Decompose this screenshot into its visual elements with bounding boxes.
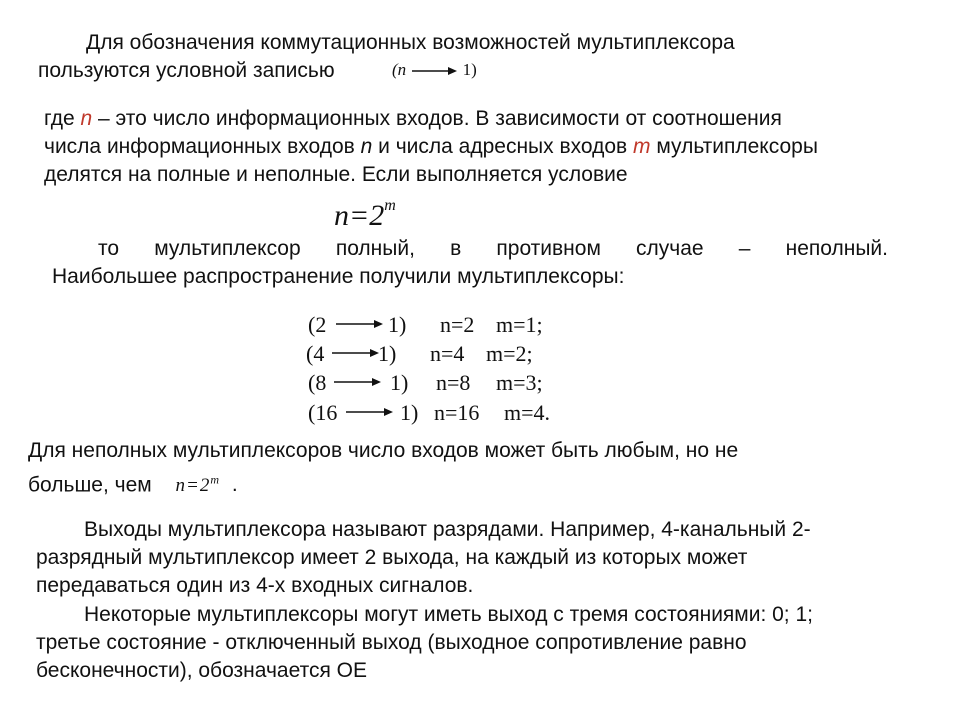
arrow-icon [334, 376, 382, 388]
mux-n: n=16 [434, 400, 480, 425]
where-l2-suffix: мультиплексоры [650, 135, 818, 158]
mux-m: m=4. [504, 400, 551, 425]
var-m: m [633, 135, 651, 158]
tristate-line-2: третье состояние - отключенный выход (выходное сопротивление равно [36, 631, 747, 654]
partial-line-1: Для неполных мультиплексоров число входов может быть любым, но не [28, 439, 739, 462]
mux-left: (8 [308, 370, 327, 395]
mux-m: m=3; [496, 370, 543, 395]
mux-right: 1) [378, 341, 397, 366]
mux-n: n=4 [430, 341, 465, 366]
where-line-3: делятся на полные и неполные. Если выполняется условие [44, 163, 628, 186]
where-l2-prefix: числа информационных входов [44, 135, 361, 158]
condition-formula [334, 192, 396, 234]
partial-line-2 [28, 466, 238, 500]
condition-base: n=2 [334, 199, 385, 232]
mux-n: n=2 [440, 312, 475, 337]
mux-right: 1) [390, 370, 409, 395]
partial-text: больше, чем [28, 473, 152, 497]
condition-exp: m [384, 197, 396, 214]
tristate-line-3: бесконечности), обозначается ОЕ [36, 659, 368, 682]
intro-line-1: Для обозначения коммутационных возможностей мультиплексора [86, 31, 735, 54]
where-line-1 [44, 104, 782, 133]
arrow-icon [332, 347, 380, 359]
intro-line-2: пользуются условной записью [38, 59, 335, 82]
partial-end: . [231, 473, 238, 497]
mux-left: (4 [306, 341, 325, 366]
partial-formula-exp: m [210, 473, 221, 487]
arrow-icon [410, 65, 458, 77]
full-line-1: то мультиплексор полный, в противном случае – неполный. [98, 237, 888, 260]
mux-left: (2 [308, 312, 327, 337]
var-n: n [80, 107, 93, 130]
var-n-2: n [360, 135, 373, 158]
outputs-line-1: Выходы мультиплексора называют разрядами. Например, 4-канальный 2- [84, 518, 811, 541]
mux-m: m=1; [496, 312, 543, 337]
notation-inline [392, 58, 477, 82]
outputs-line-3: передаваться один из 4-х входных сигналов. [36, 574, 474, 597]
notation-right: 1) [462, 60, 477, 79]
mux-n: n=8 [436, 370, 471, 395]
outputs-line-2: разрядный мультиплексор имеет 2 выхода, на каждый из которых может [36, 546, 748, 569]
where-prefix: где [44, 107, 81, 130]
arrow-icon [336, 318, 384, 330]
where-l2-mid: и числа адресных входов [372, 135, 634, 158]
mux-right: 1) [388, 312, 407, 337]
partial-formula [176, 475, 221, 496]
notation-left: (n [392, 60, 407, 79]
mux-list [300, 310, 580, 430]
full-line-2: Наибольшее распространение получили мультиплексоры: [52, 265, 625, 288]
mux-right: 1) [400, 400, 419, 425]
where-suffix: – это число информационных входов. В зависимости от соотношения [92, 107, 782, 130]
mux-left: (16 [308, 400, 338, 425]
tristate-line-1: Некоторые мультиплексоры могут иметь выход с тремя состояниями: 0; 1; [84, 603, 813, 626]
where-line-2 [44, 132, 818, 161]
arrow-icon [346, 406, 394, 418]
mux-m: m=2; [486, 341, 533, 366]
partial-formula-base: n=2 [175, 475, 211, 497]
